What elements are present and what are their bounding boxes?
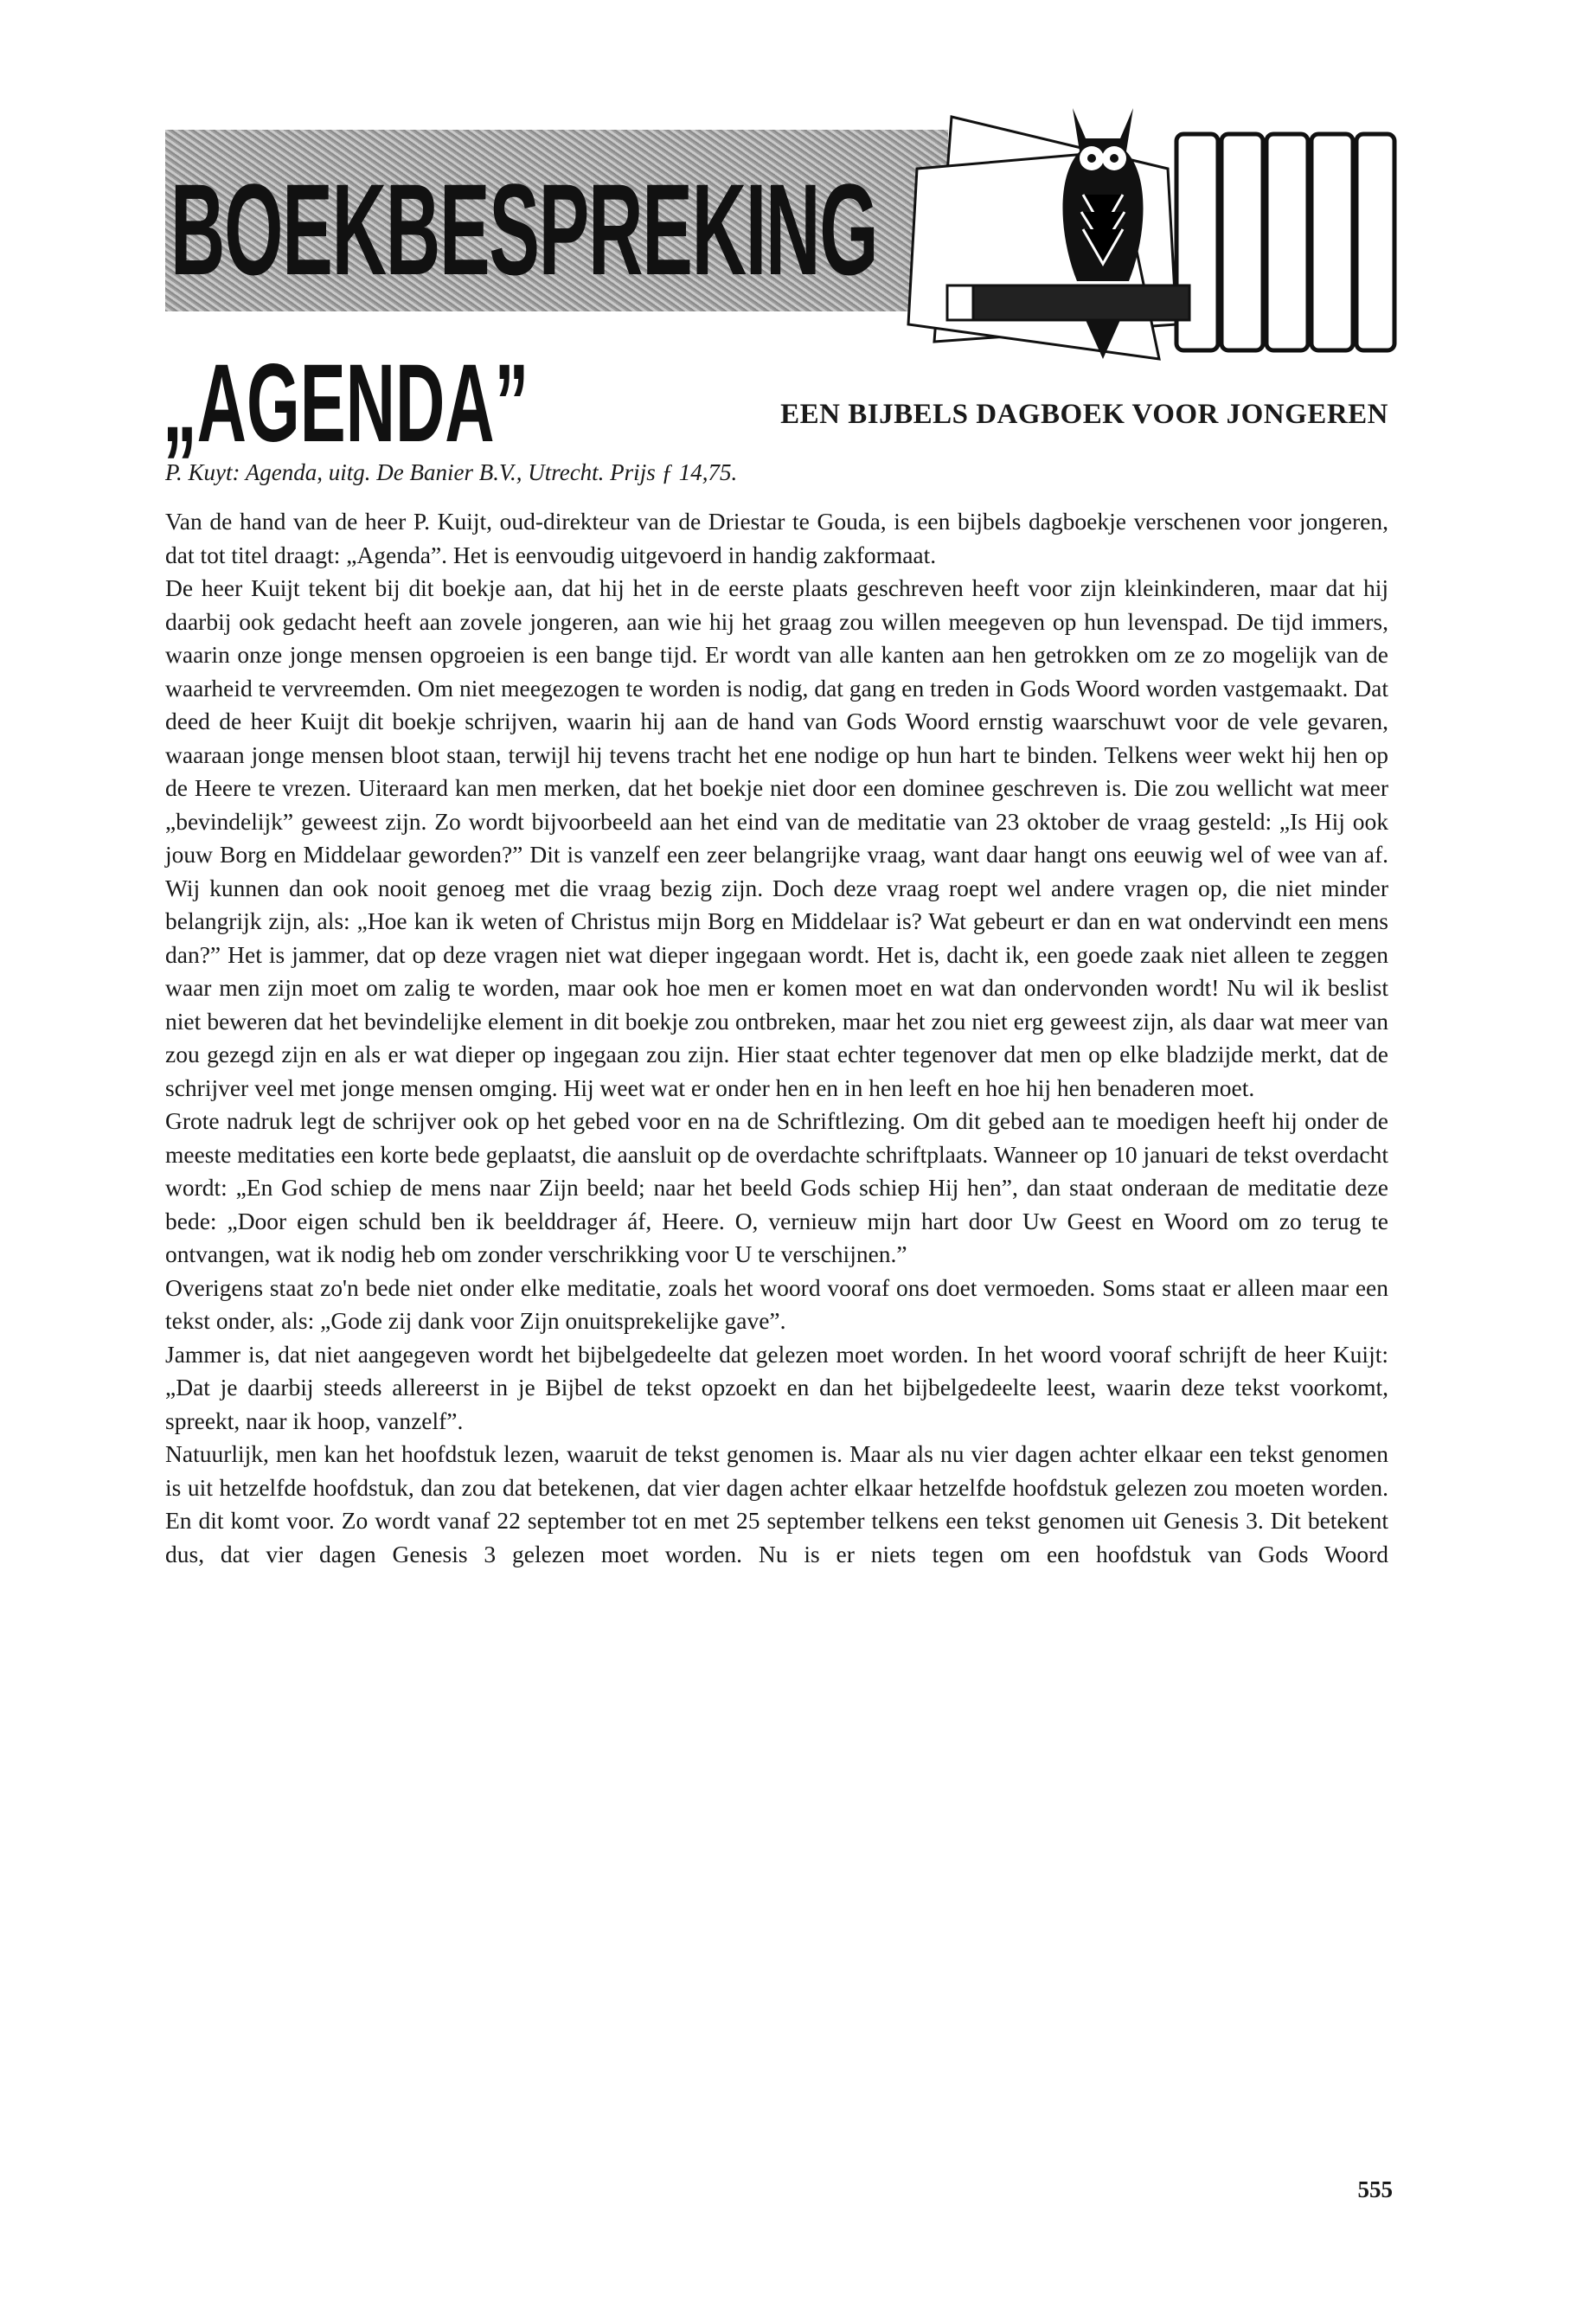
book-citation: P. Kuyt: Agenda, uitg. De Banier B.V., Utrecht. Prijs ƒ 14,75. [165, 459, 738, 485]
header-banner [165, 130, 948, 311]
owl-on-books-logo [900, 99, 1401, 376]
paragraph: De heer Kuijt tekent bij dit boekje aan, dat hij het in de eerste plaats geschreven heeft voor zijn kleinkinderen, maar dat hij daarbij ook gedacht heeft aan zovele jongeren, aan wie hij het graag zou willen meegeven op hun levenspad. De tijd immers, waarin onze jonge mensen opgroeien is een bange tijd. Er wordt van alle kanten aan hen getrokken om ze zo mogelijk van de waarheid te vervreemden. Om niet meegezogen te worden is nodig, dat gang en treden in Gods Woord worden vastgemaakt. Dat deed de heer Kuijt dit boekje schrijven, waarin hij aan de hand van Gods Woord ernstig waarschuwt voor de vele gevaren, waaraan jonge mensen bloot staan, terwijl hij tevens tracht het ene nodige op hun hart te binden. Telkens weer wekt hij hen op de Heere te vrezen. Uiteraard kan men merken, dat het boekje niet door een dominee geschreven is. Die zou wellicht wat meer „bevindelijk” geweest zijn. Zo wordt bijvoorbeeld aan het eind van de meditatie van 23 oktober de vraag gesteld: „Is Hij ook jouw Borg en Middelaar geworden?” Dit is vanzelf een zeer belangrijke vraag, want daar hangt ons eeuwig wel of wee van af. Wij kunnen dan ook nooit genoeg met die vraag bezig zijn. Doch deze vraag roept wel andere vragen op, die niet minder belangrijk zijn, als: „Hoe kan ik weten of Christus mijn Borg en Middelaar is? Wat gebeurt er dan en wat ondervindt een mens dan?” Het is jammer, dat op deze vragen niet wat dieper ingegaan wordt. Het is, dacht ik, een goede zaak niet alleen te zeggen waar men zijn moet om zalig te worden, maar ook hoe men er komen moet en wat dan ondervonden wordt! Nu wil ik beslist niet beweren dat het bevindelijke element in dit boekje zou ontbreken, maar het zou niet erg geweest zijn, als daar wat meer van zou gezegd zijn en als er wat dieper op ingegaan zou zijn. Hier staat echter tegenover dat men op elke bladzijde merkt, dat de schrijver veel met jonge mensen omging. Hij weet wat er onder hen en in hen leeft en hoe hij hen benaderen moet. [165, 574, 1388, 1101]
paragraph: Overigens staat zo'n bede niet onder elke meditatie, zoals het woord vooraf ons doet vermoeden. Soms staat er alleen maar een tekst onder, als: „Gode zij dank voor Zijn onuitsprekelijke gave”. [165, 1273, 1388, 1334]
paragraph: Natuurlijk, men kan het hoofdstuk lezen, waaruit de tekst genomen is. Maar als nu vier dagen achter elkaar een tekst genomen is uit hetzelfde hoofdstuk, dan zou dat betekenen, dat vier dagen achter elkaar hetzelfde hoofdstuk gelezen zou moeten worden. En dit komt voor. Zo wordt vanaf 22 september tot en met 25 september telkens een tekst genomen uit Genesis 3. Dit betekent dus, dat vier dagen Genesis 3 gelezen moet worden. Nu is er niets tegen om een hoofdstuk van Gods Woord [165, 1440, 1388, 1567]
section-heading: BOEKBESPREKING [170, 157, 878, 302]
paragraph: Grote nadruk legt de schrijver ook op het gebed voor en na de Schriftlezing. Om dit gebed aan te moedigen heeft hij onder de meeste meditaties een korte bede geplaatst, die aansluit op de overdachte schriftplaats. Wanneer op 10 januari de tekst overdacht wordt: „En God schiep de mens naar Zijn beeld; naar het beeld Gods schiep Hij hen”, dan staat onderaan de meditatie deze bede: „Door eigen schuld ben ik beelddrager áf, Heere. O, vernieuw mijn hart door Uw Geest en Woord om zo terug te ontvangen, wat ik nodig heb om zonder verschrikking voor U te verschijnen.” [165, 1107, 1388, 1267]
page-number: 555 [1357, 2176, 1393, 2202]
books-icon [1176, 134, 1394, 350]
article-subtitle: EEN BIJBELS DAGBOEK VOOR JONGEREN [780, 399, 1388, 430]
article-body [165, 505, 1388, 1571]
article-title: „AGENDA” [163, 342, 529, 465]
paragraph: Van de hand van de heer P. Kuijt, oud-direkteur van de Driestar te Gouda, is een bijbels dagboekje verschenen voor jongeren, dat tot titel draagt: „Agenda”. Het is eenvoudig uitgevoerd in handig zakformaat. [165, 508, 1388, 568]
paragraph: Jammer is, dat niet aangegeven wordt het bijbelgedeelte dat gelezen moet worden. In het woord vooraf schrijft de heer Kuijt: „Dat je daarbij steeds allereerst in je Bijbel de tekst opzoekt en dan het bijbelgedeelte leest, waarin deze tekst voorkomt, spreekt, naar ik hoop, vanzelf”. [165, 1340, 1388, 1434]
